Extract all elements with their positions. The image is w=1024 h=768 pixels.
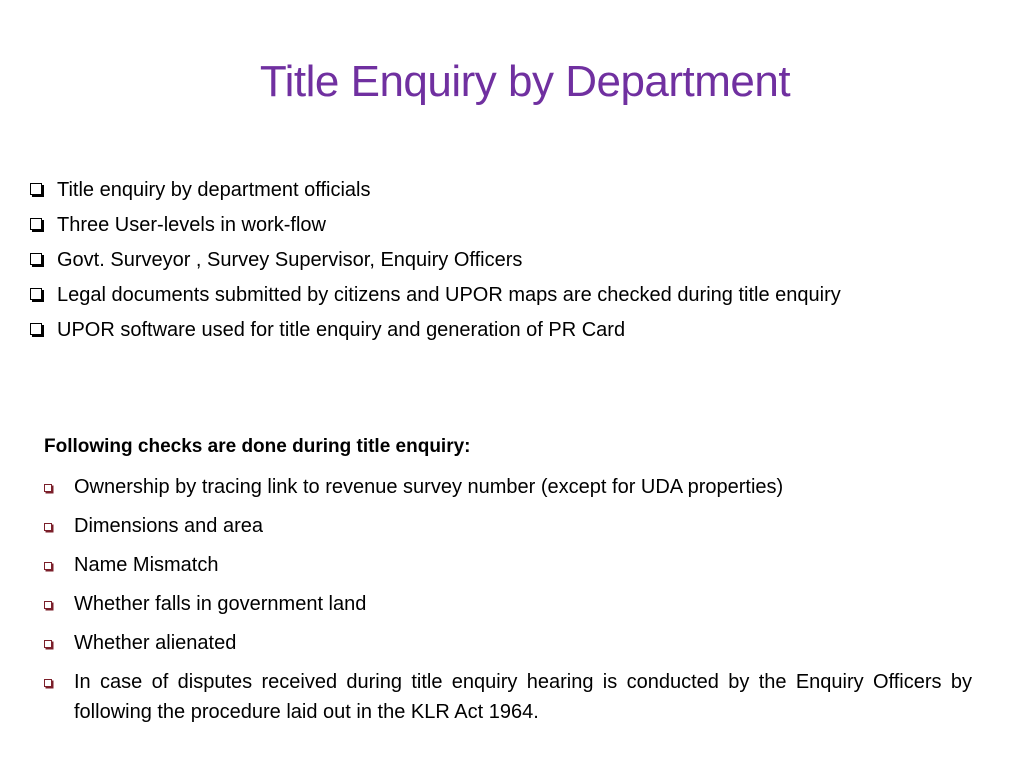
list-item <box>30 175 990 210</box>
list-item-text: UPOR software used for title enquiry and generation of PR Card <box>57 319 626 341</box>
checkbox-square-icon <box>44 640 52 648</box>
check-item <box>44 628 972 658</box>
list-item-text: Govt. Surveyor , Survey Supervisor, Enquiry Officers <box>57 249 523 271</box>
list-item <box>30 210 990 245</box>
checkbox-square-icon <box>44 679 52 687</box>
check-item <box>44 472 972 502</box>
check-item <box>44 667 972 727</box>
checkbox-square-icon <box>30 288 42 300</box>
checkbox-square-icon <box>30 253 42 265</box>
check-item-text: Name Mismatch <box>74 554 219 576</box>
list-item <box>30 245 990 280</box>
check-item-text: Whether alienated <box>74 632 237 654</box>
list-item <box>30 315 990 350</box>
list-item-text: Three User-levels in work-flow <box>57 214 326 236</box>
checkbox-square-icon <box>44 562 52 570</box>
check-item <box>44 511 972 541</box>
bullet-list <box>30 175 990 350</box>
slide-title: Title Enquiry by Department <box>259 57 791 106</box>
check-item <box>44 589 972 619</box>
check-item-text: In case of disputes received during title enquiry hearing is conducted by the Enquiry Officers by following the procedure laid out in the KLR Act 1964. <box>74 671 972 723</box>
check-item <box>44 550 972 580</box>
list-item-text: Title enquiry by department officials <box>57 179 371 201</box>
checkbox-square-icon <box>44 484 52 492</box>
checkbox-square-icon <box>30 183 42 195</box>
check-item-text: Dimensions and area <box>74 515 263 537</box>
checks-heading: Following checks are done during title enquiry: <box>44 436 471 457</box>
checkbox-square-icon <box>30 323 42 335</box>
checkbox-square-icon <box>44 523 52 531</box>
list-item <box>30 280 990 315</box>
list-item-text: Legal documents submitted by citizens and UPOR maps are checked during title enquiry <box>57 284 841 306</box>
check-item-text: Whether falls in government land <box>74 593 367 615</box>
check-item-text: Ownership by tracing link to revenue survey number (except for UDA properties) <box>74 476 784 498</box>
checkbox-square-icon <box>44 601 52 609</box>
checks-list <box>44 472 972 736</box>
checkbox-square-icon <box>30 218 42 230</box>
